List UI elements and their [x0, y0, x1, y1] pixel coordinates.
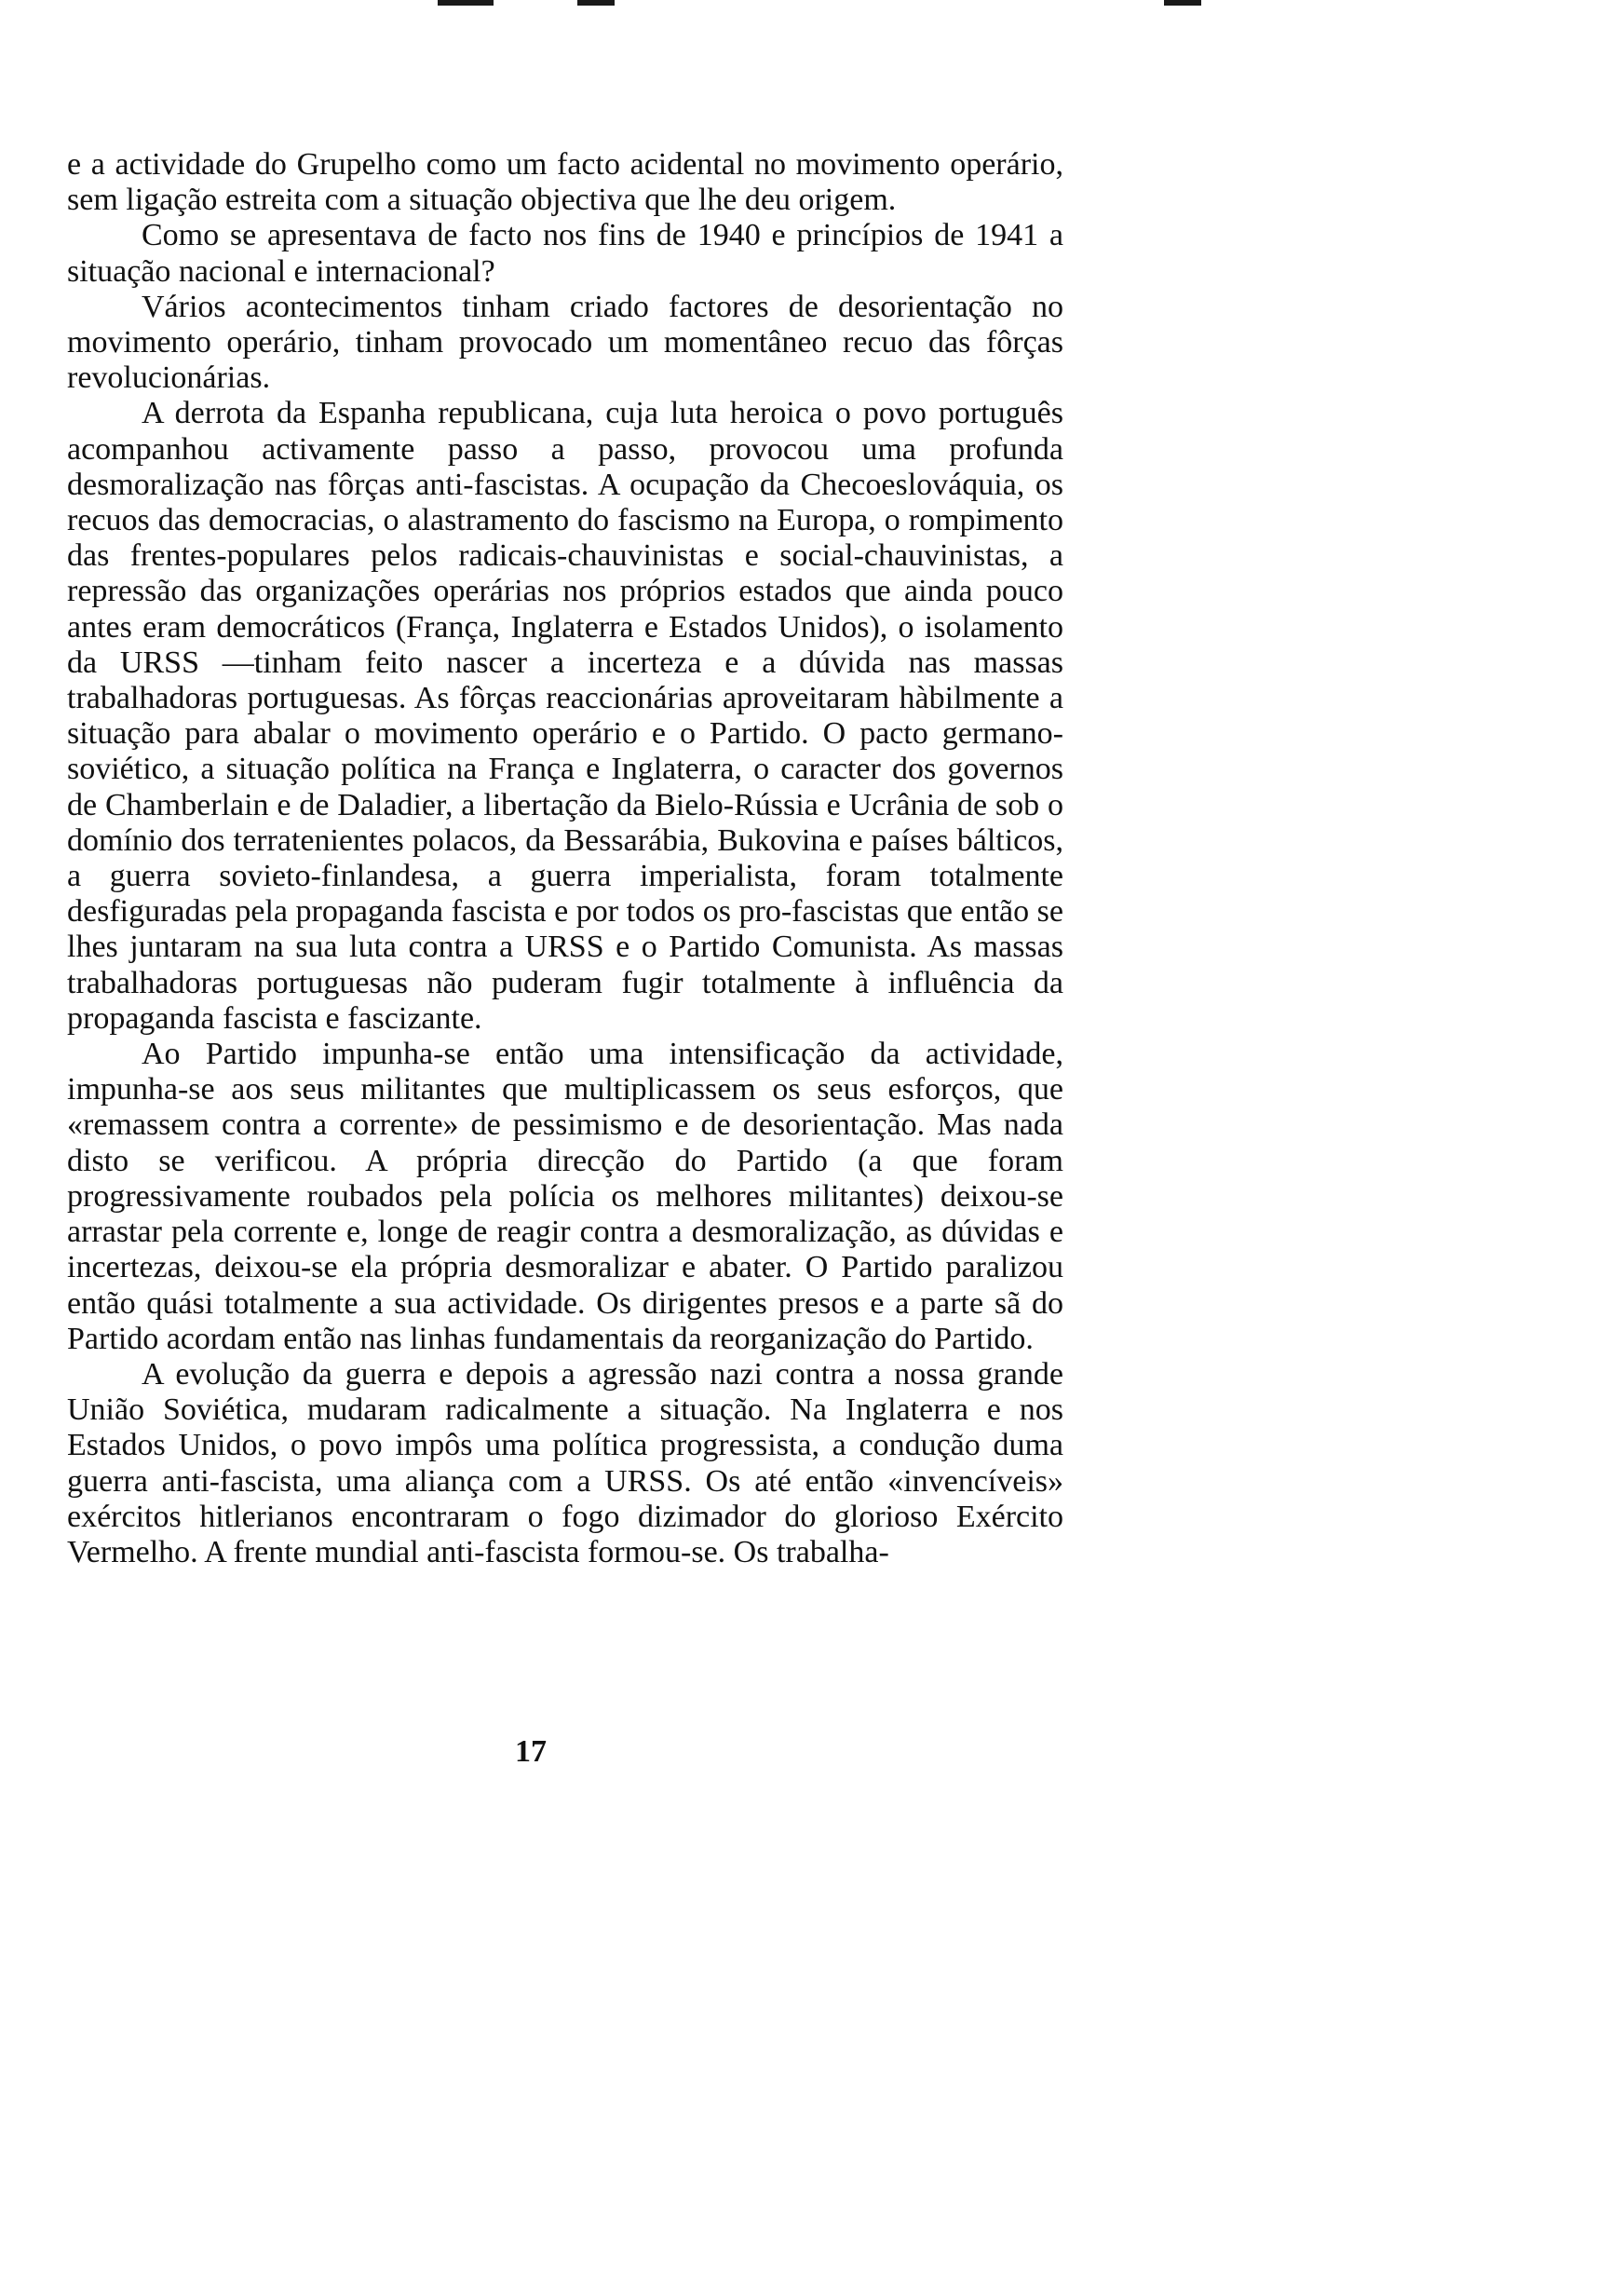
paragraph: A evolução da guerra e depois a agressão nazi contra a nossa grande União Soviética, mudaram radicalmente a situação. Na Inglaterra e nos Estados Unidos, o povo impôs uma política progressista, a condução duma guerra anti-fascista, uma aliança com a URSS. Os até então «invencíveis» exércitos hitlerianos encontraram o fogo dizimador do glorioso Exército Vermelho. A frente mundial anti-fascista formou-se. Os trabalha- [67, 1356, 1063, 1569]
paragraph: Como se apresentava de facto nos fins de 1940 e princípios de 1941 a situação nacional e internacional? [67, 218, 1063, 289]
scan-edge-mark [1164, 0, 1201, 6]
paragraph: Ao Partido impunha-se então uma intensificação da actividade, impunha-se aos seus militantes que multiplicassem os seus esforços, que «remassem contra a corrente» de pessimismo e de desorientação. Mas nada disto se verificou. A própria direcção do Partido (a que foram progressivamente roubados pela polícia os melhores militantes) deixou-se arrastar pela corrente e, longe de reagir contra a desmoralização, as dúvidas e incertezas, deixou-se ela própria desmoralizar e abater. O Partido paralizou então quási totalmente a sua actividade. Os dirigentes presos e a parte sã do Partido acordam então nas linhas fundamentais da reorganização do Partido. [67, 1037, 1063, 1356]
paragraph: Vários acontecimentos tinham criado factores de desorientação no movimento operário, tinham provocado um momentâneo recuo das fôrças revolucionárias. [67, 289, 1063, 396]
scan-edge-mark [438, 0, 494, 6]
paragraph: A derrota da Espanha republicana, cuja luta heroica o povo português acompanhou activamente passo a passo, provocou uma profunda desmoralização nas fôrças anti-fascistas. A ocupação da Checoeslováquia, os recuos das democracias, o alastramento do fascismo na Europa, o rompimento das frentes-populares pelos radicais-chauvinistas e social-chauvinistas, a repressão das organizações operárias nos próprios estados que ainda pouco antes eram democráticos (França, Inglaterra e Estados Unidos), o isolamento da URSS —tinham feito nascer a incerteza e a dúvida nas massas trabalhadoras portuguesas. As fôrças reaccionárias aproveitaram hàbilmente a situação para abalar o movimento operário e o Partido. O pacto germano-soviético, a situação política na França e Inglaterra, o caracter dos governos de Chamberlain e de Daladier, a libertação da Bielo-Rússia e Ucrânia de sob o domínio dos terratenientes polacos, da Bessarábia, Bukovina e países bálticos, a guerra sovieto-finlandesa, a guerra imperialista, foram totalmente desfiguradas pela propaganda fascista e por todos os pro-fascistas que então se lhes juntaram na sua luta contra a URSS e o Partido Comunista. As massas trabalhadoras portuguesas não puderam fugir totalmente à influência da propaganda fascista e fascizante. [67, 396, 1063, 1036]
paragraph: e a actividade do Grupelho como um facto acidental no movimento operário, sem ligação estreita com a situação objectiva que lhe deu origem. [67, 147, 1063, 218]
page-body [67, 147, 1063, 1570]
page-number: 17 [515, 1734, 547, 1769]
scan-edge-mark [577, 0, 615, 6]
